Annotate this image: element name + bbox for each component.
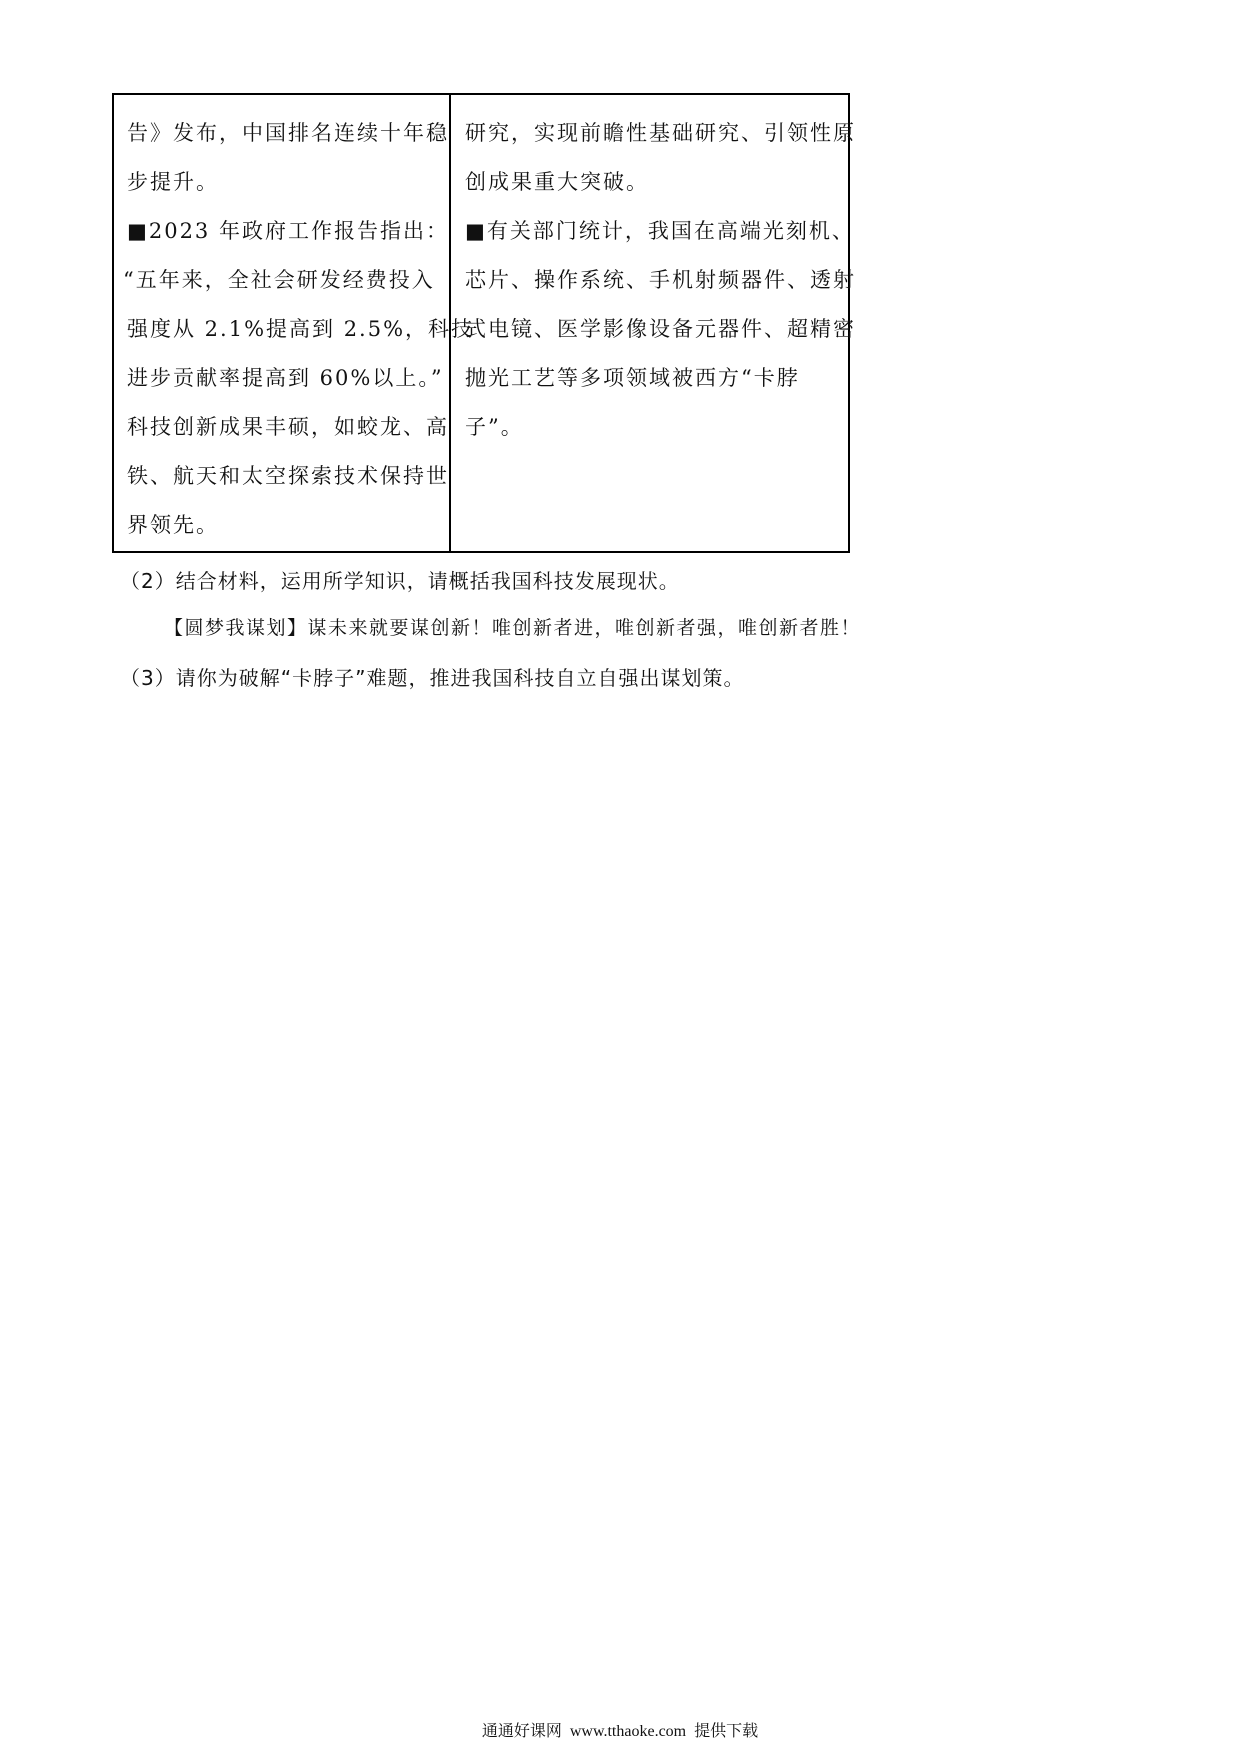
right-line: 式电镜、医学影像设备元器件、超精密 <box>465 317 856 341</box>
material-right-column <box>451 95 868 551</box>
left-line: 告》发布，中国排名连续十年稳 <box>127 121 449 145</box>
plan-section-heading: 【圆梦我谋划】谋未来就要谋创新！唯创新者进，唯创新者强，唯创新者胜！ <box>164 617 862 639</box>
left-line: 铁、航天和太空探索技术保持世 <box>127 464 449 488</box>
right-line: 芯片、操作系统、手机射频器件、透射 <box>465 268 856 292</box>
right-line: 子”。 <box>465 415 524 439</box>
left-line: 科技创新成果丰硕，如蛟龙、高 <box>127 415 449 439</box>
left-line: ■2023 年政府工作报告指出： <box>127 219 449 243</box>
left-line: “五年来，全社会研发经费投入 <box>123 268 435 292</box>
material-table <box>112 93 856 553</box>
footer-site-name: 通通好课网 <box>481 1723 562 1740</box>
left-line: 进步贡献率提高到 60%以上。” <box>127 366 444 390</box>
right-line: 创成果重大突破。 <box>465 170 649 194</box>
page-footer <box>0 1718 1240 1741</box>
material-left-column <box>114 95 475 551</box>
left-line: 强度从 2.1%提高到 2.5%，科技 <box>127 317 475 341</box>
question-3: （3）请你为破解“卡脖子”难题，推进我国科技自立自强出谋划策。 <box>120 666 745 690</box>
left-line: 步提升。 <box>127 170 219 194</box>
right-line: 抛光工艺等多项领域被西方“卡脖 <box>465 366 800 390</box>
footer-url[interactable]: www.tthaoke.com <box>569 1723 687 1740</box>
question-2: （2）结合材料，运用所学知识，请概括我国科技发展现状。 <box>120 569 680 593</box>
footer-suffix: 提供下载 <box>694 1723 759 1740</box>
left-line: 界领先。 <box>127 513 219 537</box>
right-line: ■有关部门统计，我国在高端光刻机、 <box>465 219 855 243</box>
right-line: 研究，实现前瞻性基础研究、引领性原 <box>465 121 856 145</box>
